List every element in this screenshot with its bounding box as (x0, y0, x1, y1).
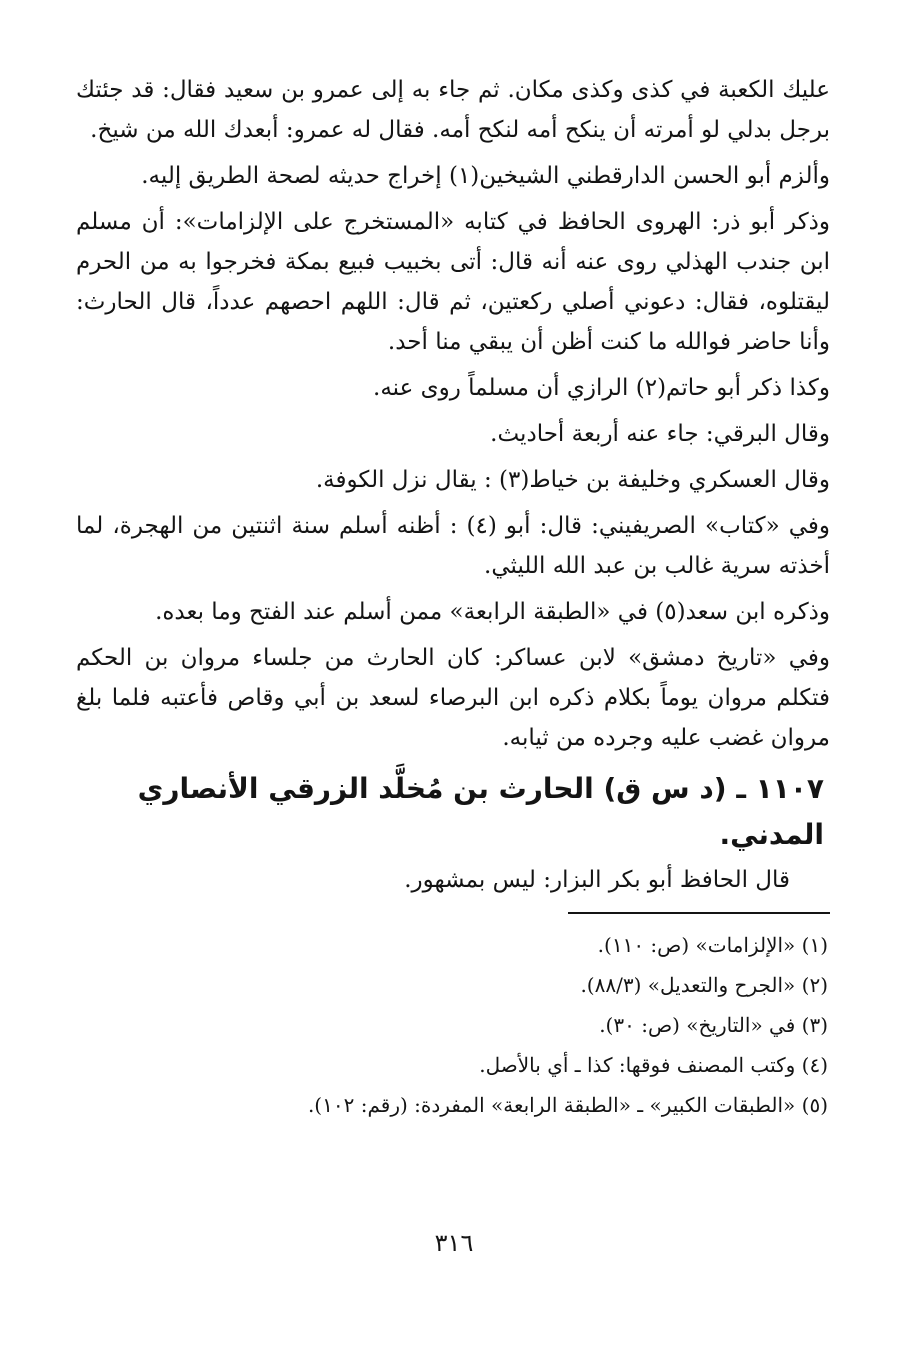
paragraph: وفي «تاريخ دمشق» لابن عساكر: كان الحارث من جلساء مروان بن الحكم فتكلم مروان يوماً بكلام ذكره ابن البرصاء لسعد بن أبي وقاص فأعتبه فلما بلغ مروان غضب عليه وجرده من ثيابه. (76, 645, 830, 751)
footnote: (٥) «الطبقات الكبير» ـ «الطبقة الرابعة» المفردة: (رقم: ١٠٢). (307, 1093, 828, 1117)
paragraph: وفي «كتاب» الصريفيني: قال: أبو (٤) : أظنه أسلم سنة اثنتين من الهجرة، لما أخذته سرية غالب بن عبد الله الليثي. (76, 513, 831, 579)
paragraph: عليك الكعبة في كذى وكذى مكان. ثم جاء به إلى عمرو بن سعيد فقال: قد جئتك برجل بدلي لو أمرته أن ينكح أمه لنكح أمه. فقال له عمرو: أبعدك الله من شيخ. (76, 77, 830, 143)
main-text (76, 70, 830, 758)
paragraph: وكذا ذكر أبو حاتم(٢) الرازي أن مسلماً روى عنه. (373, 375, 830, 401)
footnotes (76, 926, 830, 1124)
footnote: (٣) في «التاريخ» (ص: ٣٠). (599, 1013, 828, 1037)
footnote: (١) «الإلزامات» (ص: ١١٠). (597, 933, 828, 957)
paragraph: وألزم أبو الحسن الدارقطني الشيخين(١) إخراج حديثه لصحة الطريق إليه. (141, 163, 830, 189)
paragraph: وذكره ابن سعد(٥) في «الطبقة الرابعة» ممن أسلم عند الفتح وما بعده. (155, 599, 830, 625)
footnote: (٢) «الجرح والتعديل» (٨٨/٣). (580, 973, 828, 997)
paragraph: وذكر أبو ذر: الهروى الحافظ في كتابه «المستخرج على الإلزامات»: أن مسلم ابن جندب الهذلي روى عنه أنه قال: أتى بخبيب فبيع بمكة فخرجوا به من الحرم ليقتلوه، فقال: دعوني أصلي ركعتين، ثم قال: اللهم احصهم عدداً، قال الحارث: وأنا حاضر فوالله ما كنت أظن أن يبقي منا أحد. (76, 209, 830, 355)
paragraph: وقال العسكري وخليفة بن خياط(٣) : يقال نزل الكوفة. (315, 467, 830, 493)
footnote-divider (568, 912, 830, 914)
entry-heading: ١١٠٧ ـ (د س ق) الحارث بن مُخلَّد الزرقي الأنصاري المدني. (137, 772, 824, 851)
paragraph: وقال البرقي: جاء عنه أربعة أحاديث. (490, 421, 830, 447)
page-number: ٣١٦ (434, 1229, 474, 1257)
book-page (76, 70, 830, 1330)
entry-text: قال الحافظ أبو بكر البزار: ليس بمشهور. (404, 867, 790, 893)
footnote: (٤) وكتب المصنف فوقها: كذا ـ أي بالأصل. (479, 1053, 828, 1077)
